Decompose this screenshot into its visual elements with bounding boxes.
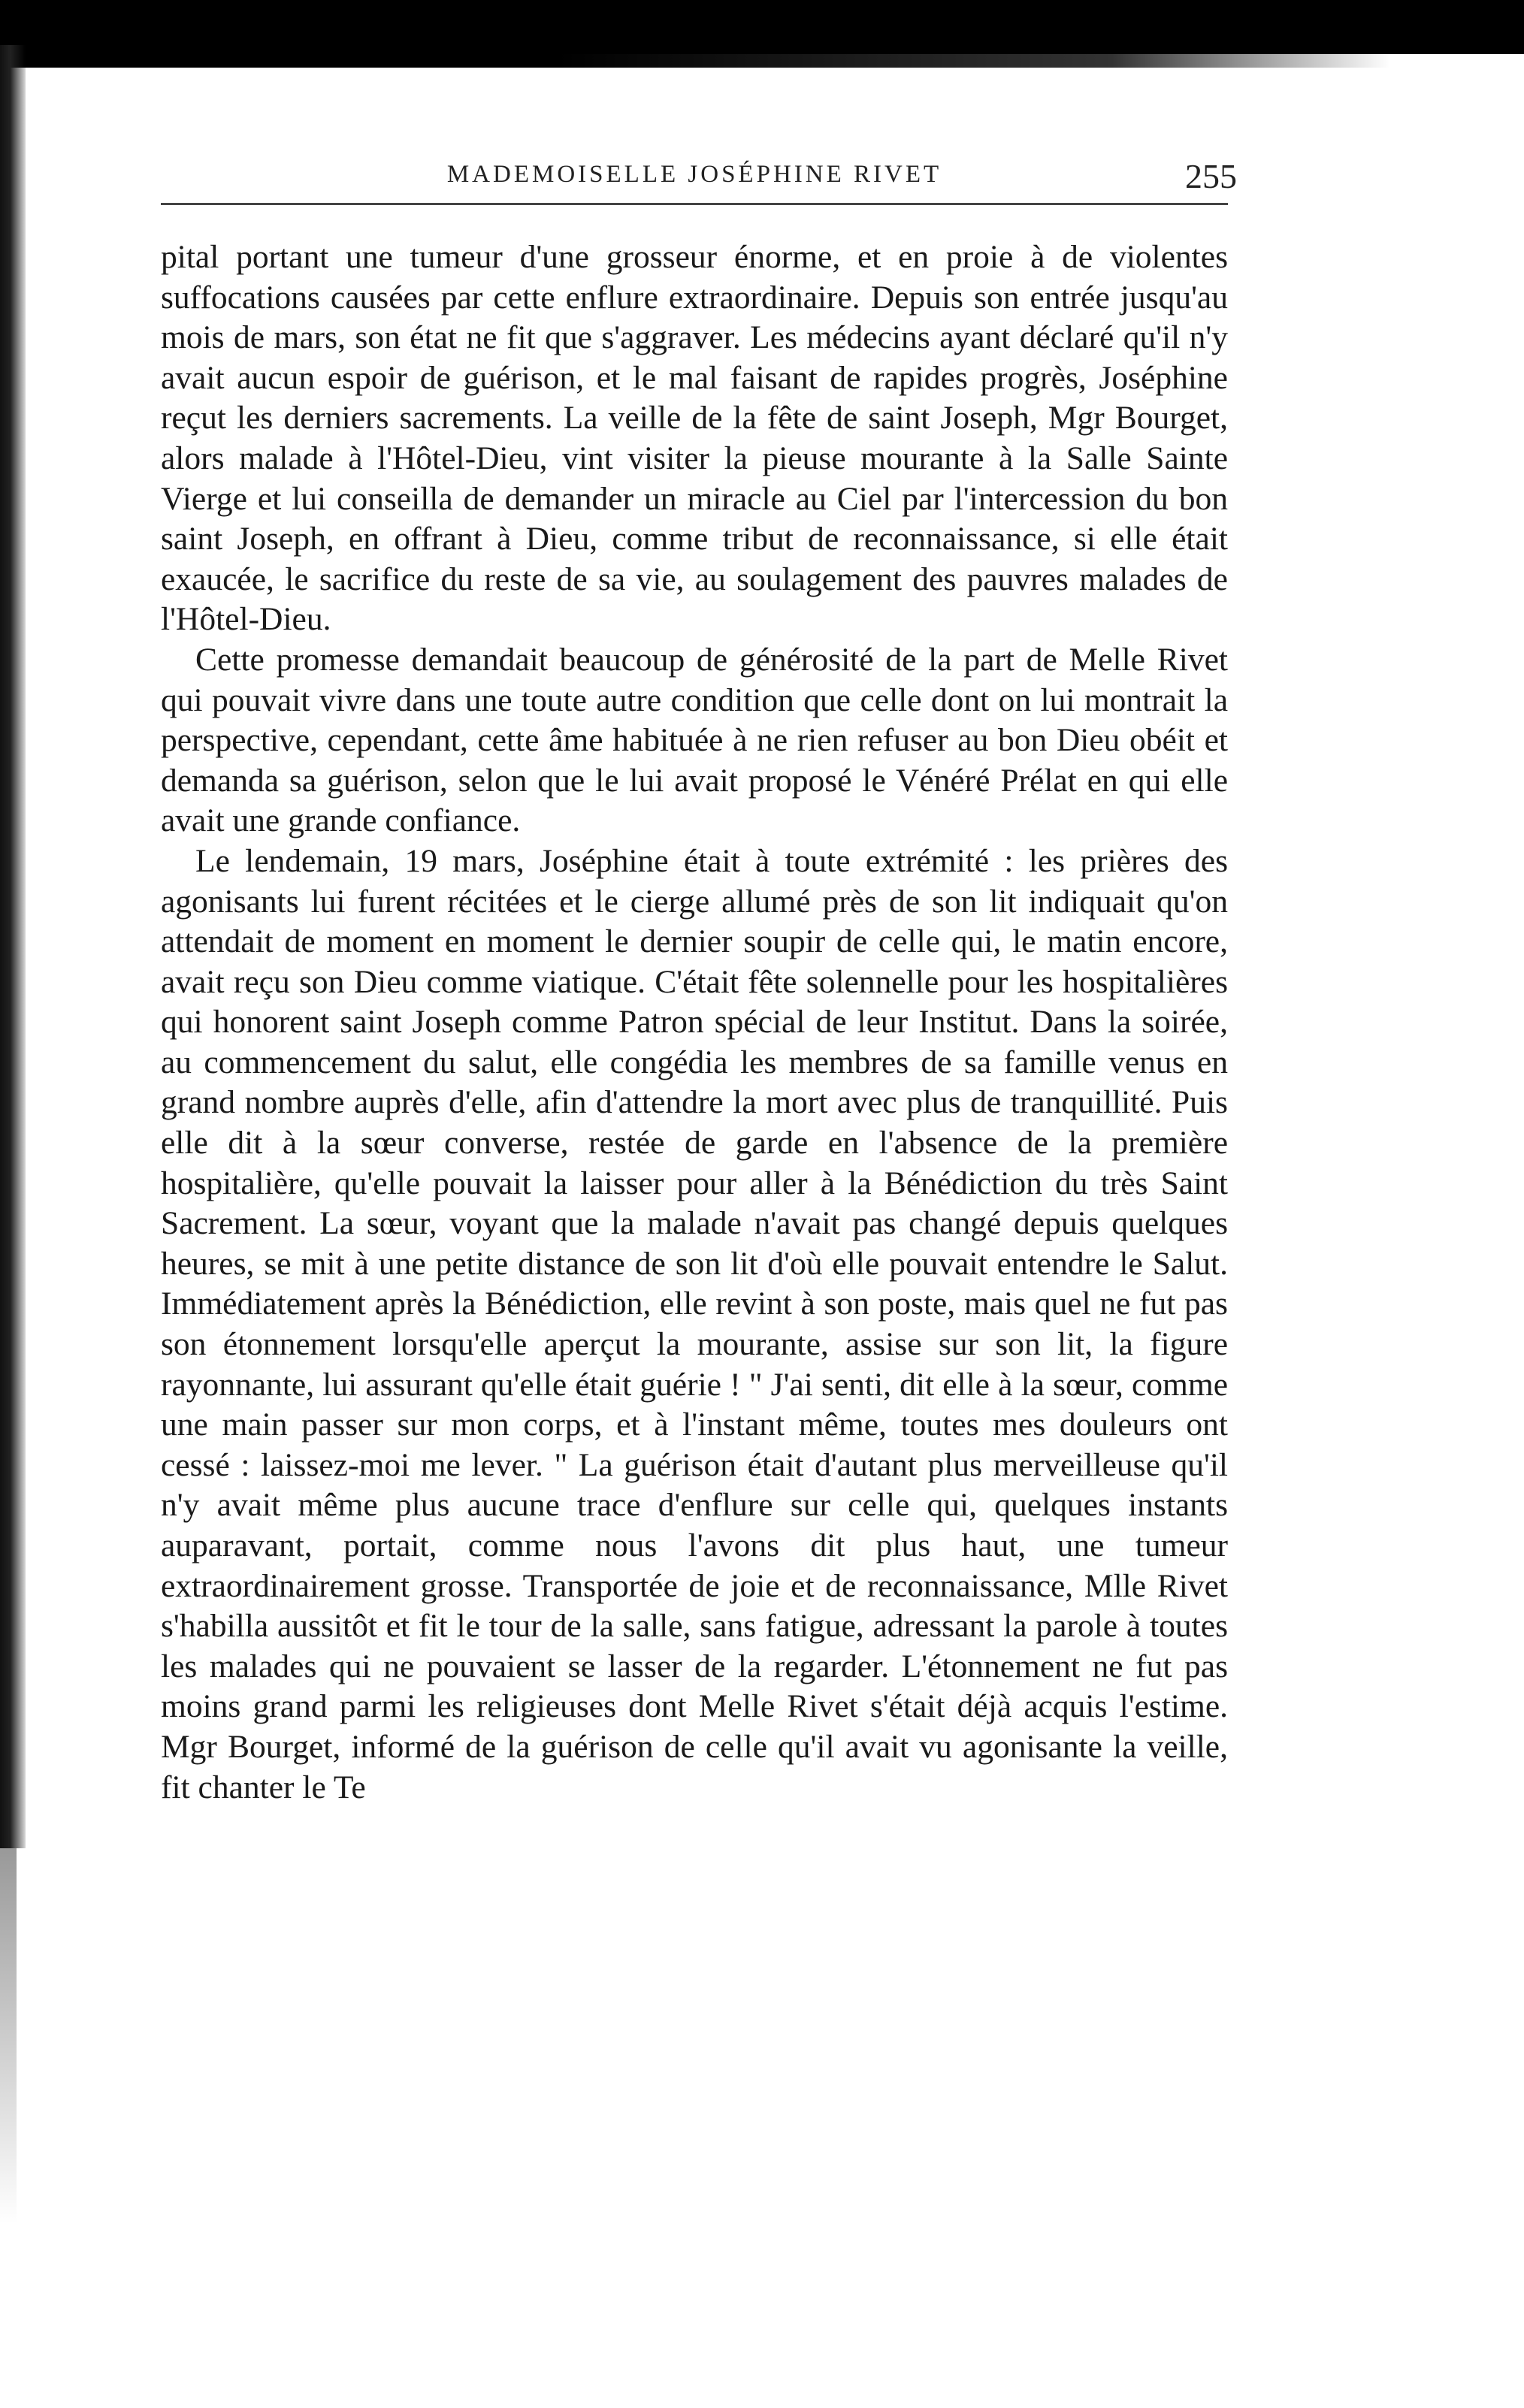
running-head: [161, 156, 1237, 209]
body-text: [161, 237, 1228, 1808]
page-header: [161, 156, 1237, 209]
paragraph: Cette promesse demandait beaucoup de générosité de la part de Melle Rivet qui pouvait vivre dans une toute autre condition que celle dont on lui montrait la perspective, cependant, cette âme habituée à ne rien refuser au bon Dieu obéit et demanda sa guérison, selon que le lui avait proposé le Vénéré Prélat en qui elle avait une grande confiance.: [161, 641, 1228, 839]
paragraph: Le lendemain, 19 mars, Joséphine était à toute extrémité : les prières des agonisants lui furent récitées et le cierge allumé près de son lit indiquait qu'on attendait de moment en moment le dernier soupir de celle qui, le matin encore, avait reçu son Dieu comme viatique. C'était fête solennelle pour les hospitalières qui honorent saint Joseph comme Patron spécial de leur Institut. Dans la soirée, au commencement du salut, elle congédia les membres de sa famille venus en grand nombre auprès d'elle, afin d'attendre la mort avec plus de tranquillité. Puis elle dit à la sœur converse, restée de garde en l'absence de la première hospitalière, qu'elle pouvait la laisser pour aller à la Bénédiction du très Saint Sacrement. La sœur, voyant que la malade n'avait pas changé depuis quelques heures, se mit à une petite distance de son lit d'où elle pouvait entendre le Salut. Immédiatement après la Bénédiction, elle revint à son poste, mais quel ne fut pas son étonnement lorsqu'elle aperçut la mourante, assise sur son lit, la figure rayonnante, lui assurant qu'elle était guérie ! " J'ai senti, dit elle à la sœur, comme une main passer sur mon corps, et à l'instant même, toutes mes douleurs ont cessé : laissez-moi me lever. " La guérison était d'autant plus merveilleuse qu'il n'y avait même plus aucune trace d'enflure sur celle qui, quelques instants auparavant, portait, comme nous l'avons dit plus haut, une tumeur extraordinairement grosse. Transportée de joie et de reconnaissance, Mlle Rivet s'habilla aussitôt et fit le tour de la salle, sans fatigue, adressant la parole à toutes les malades qui ne pouvaient se lasser de la regarder. L'étonnement ne fut pas moins grand parmi les religieuses dont Melle Rivet s'était déjà acquis l'estime. Mgr Bourget, informé de la guérison de celle qu'il avait vu agonisante la veille, fit chanter le Te: [161, 842, 1228, 1805]
scan-top-border-edge: [0, 54, 1390, 68]
scan-left-edge-fade: [0, 1848, 17, 2224]
paragraph-continued: pital portant une tumeur d'une grosseur énorme, et en proie à de violentes suffocations causées par cette enflure extraordinaire. Depuis son entrée jusqu'au mois de mars, son état ne fit que s'aggraver. Les médecins ayant déclaré qu'il n'y avait aucun espoir de guérison, et le mal faisant de rapides progrès, Joséphine reçut les derniers sacrements. La veille de la fête de saint Joseph, Mgr Bourget, alors malade à l'Hôtel-Dieu, vint visiter la pieuse mourante à la Salle Sainte Vierge et lui conseilla de demander un miracle au Ciel par l'intercession du bon saint Joseph, en offrant à Dieu, comme tribut de reconnaissance, si elle était exaucée, le sacrifice du reste de sa vie, au soulagement des pauvres malades de l'Hôtel-Dieu.: [161, 239, 1228, 638]
running-title: MADEMOISELLE JOSÉPHINE RIVET: [446, 161, 942, 188]
scan-left-edge: [0, 45, 26, 1848]
scan-top-border: [0, 0, 1524, 54]
header-rule: [161, 203, 1228, 205]
page-number: 255: [1185, 157, 1237, 195]
